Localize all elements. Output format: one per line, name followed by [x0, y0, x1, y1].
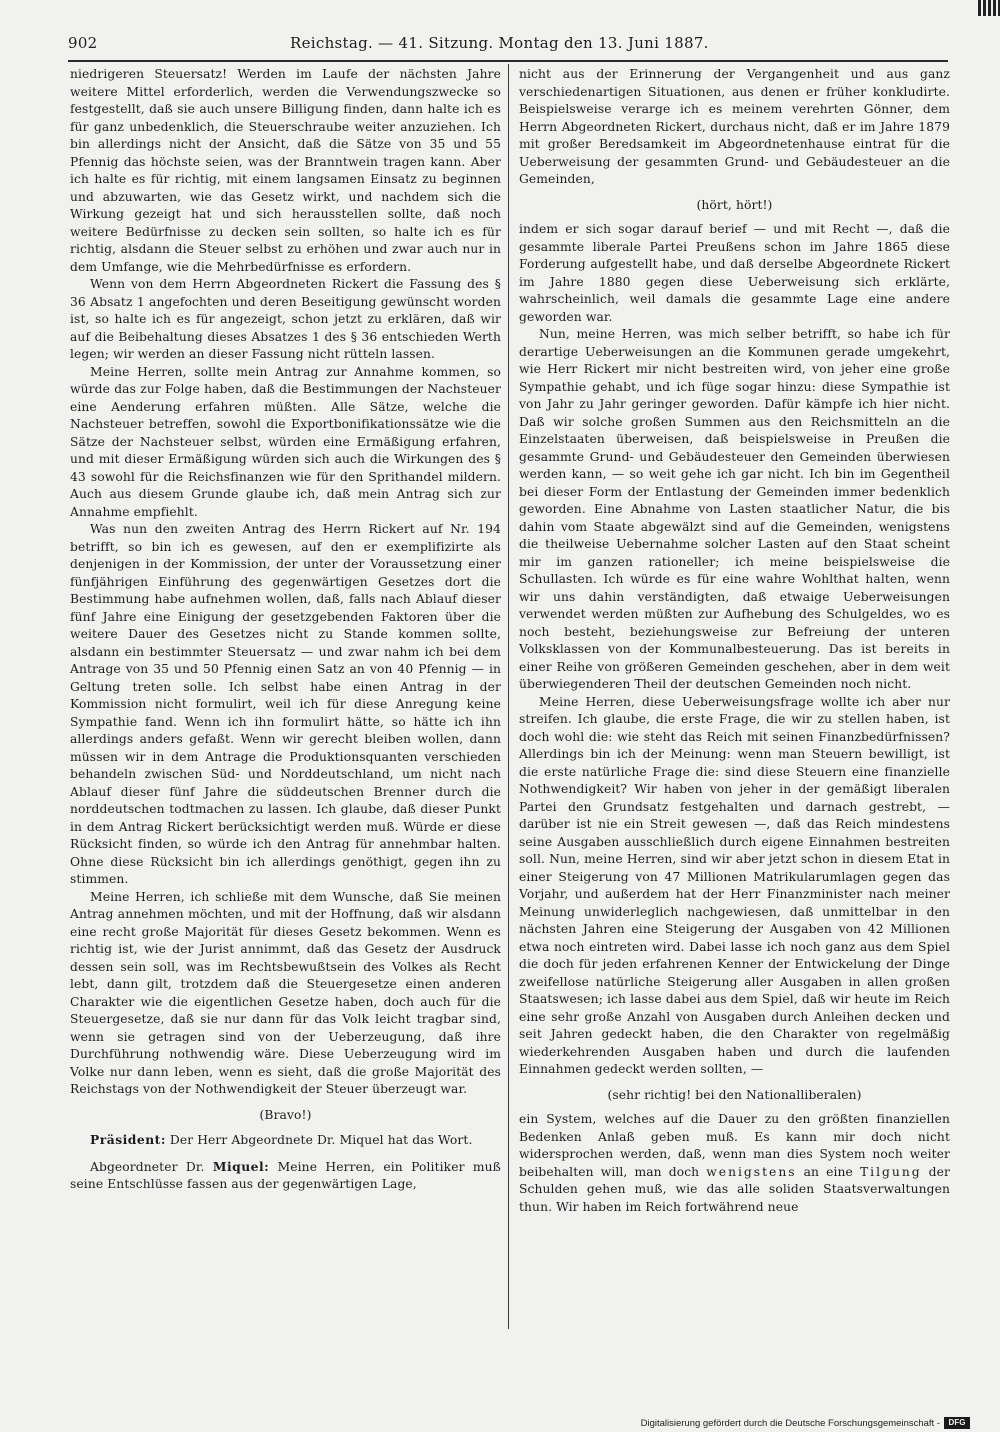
president-statement — [70, 1131, 501, 1150]
interjection-sehr-richtig: (sehr richtig! bei den Nationalliberalen) — [607, 1087, 862, 1102]
footer-text: Digitalisierung gefördert durch die Deutsche Forschungsgemeinschaft - — [640, 1417, 940, 1429]
page-number: 902 — [68, 34, 98, 52]
right-column — [519, 66, 950, 1216]
president-text: Der Herr Abgeordnete Dr. Miquel hat das Wort. — [169, 1133, 473, 1147]
speaker-president: Präsident: — [90, 1132, 166, 1147]
paragraph — [519, 1111, 950, 1216]
paragraph: Was nun den zweiten Antrag des Herrn Rickert auf Nr. 194 betrifft, so bin ich es gewesen, auf den er exemplifizirte als denjenigen in der Kommission, der unter der Voraussetzung einer fünfjährigen Einführung des gegenwärtigen Gesetzes dort die Bestimmung habe aufnehmen wollen, daß, falls nach Ablauf dieser fünf Jahre eine Einigung der gesetzgebenden Faktoren über die weitere Dauer des Gesetzes nicht zu Stande kommen sollte, alsdann ein bestimmter Steuersatz — und zwar nahm ich bei dem Antrage von 35 und 50 Pfennig einen Satz an von 40 Pfennig — in Geltung treten solle. Ich selbst habe einen Antrag in der Kommission nicht formulirt, weil ich für diese Anregung keine Sympathie fand. Wenn ich ihn formulirt hätte, so hätte ich ihn allerdings anders gefaßt. Wenn wir gerecht bleiben wollen, dann müssen wir in dem Antrage die Produktionsquanten verschieden behandeln zwischen Süd- und Norddeutschland, um nicht nach Ablauf dieser fünf Jahre die süddeutschen Brenner durch die norddeutschen todtmachen zu lassen. Ich glaube, daß dieser Punkt in dem Antrag Rickert berücksichtigt werden muß. Würde er diese Rücksicht finden, so würde ich den Antrag für annehmbar halten. Ohne diese Rücksicht bin ich allerdings genöthigt, gegen ihn zu stimmen. — [70, 522, 501, 886]
miquel-text: Meine Herren, ein Politiker muß seine Entschlüsse fassen aus der gegenwärtigen Lage, — [70, 1159, 501, 1191]
miquel-statement — [70, 1158, 501, 1194]
left-column — [70, 66, 501, 1194]
header-rule — [68, 60, 948, 62]
page-header — [68, 34, 948, 58]
speaker-miquel: Miquel: — [212, 1158, 270, 1174]
paragraph: niedrigeren Steuersatz! Werden im Laufe der nächsten Jahre weitere Mittel erforderlich, werden die Verwendungszwecke so festgestellt, daß sie auch unsere Billigung finden, dann halte ich es für ganz unbedenklich, die Steuerschraube weiter anzuziehen. Ich bin allerdings nicht der Ansicht, daß die Sätze von 35 und 55 Pfennig das höchste seien, was der Branntwein tragen kann. Aber ich halte es für richtig, mit einem langsamen Einsatz zu beginnen und abzuwarten, wie das Gesetz wirkt, und nachdem sich die Wirkung gezeigt hat und sich herausstellen sollte, daß noch weitere Bedürfnisse zu decken sein sollten, so halte ich es für richtig, alsdann die Steuer selbst zu erhöhen und zwar auch nur in dem Umfange, wie die Mehrbedürfnisse es erfordern. — [70, 67, 501, 274]
paragraph: Wenn von dem Herrn Abgeordneten Rickert die Fassung des § 36 Absatz 1 angefochten und deren Beseitigung gewünscht worden ist, so halte ich es für angezeigt, schon jetzt zu erklären, daß wir auf die Beibehaltung dieses Absatzes 1 des § 36 entschieden Werth legen; wir werden an dieser Fassung nicht rütteln lassen. — [70, 277, 501, 361]
paragraph: Meine Herren, ich schließe mit dem Wunsche, daß Sie meinen Antrag annehmen möchten, und mit der Hoffnung, daß wir alsdann eine recht große Majorität für dieses Gesetz bekommen. Wenn es richtig ist, wie der Jurist annimmt, daß das Gesetz der Ausdruck dessen sein soll, was im Rechtsbewußtsein des Volkes als Recht lebt, dann gilt, trotzdem daß die Steuergesetze einen anderen Charakter wie die eigentlichen Gesetze haben, doch auch für die Steuergesetze, daß sie nur dann für das Volk leicht tragbar sind, wenn sie getragen sind von der Ueberzeugung, daß ihre Durchführung nothwendig wäre. Diese Ueberzeugung wird im Volke nur dann leben, wenn es sieht, daß die große Majorität des Reichstags von der Nothwendigkeit der Steuer überzeugt war. — [70, 889, 501, 1096]
interjection-hort: (hört, hört!) — [696, 197, 773, 212]
paragraph: Meine Herren, sollte mein Antrag zur Annahme kommen, so würde das zur Folge haben, daß die Bestimmungen der Nachsteuer eine Aenderung erfahren müßten. Alle Sätze, welche die Nachsteuer betreffen, sowohl die Exportbonifikationssätze wie die Sätze der Nachsteuer selbst, würden eine Ermäßigung erfahren, und mit dieser Ermäßigung würden sich auch die Wirkungen des § 43 sowohl für die Reichsfinanzen wie für den Sprithandel mildern. Auch aus diesem Grunde glaube ich, daß mein Antrag sich zur Annahme empfiehlt. — [70, 364, 501, 519]
interjection-bravo: (Bravo!) — [259, 1107, 312, 1122]
paragraph: indem er sich sogar darauf berief — und mit Recht —, daß die gesammte liberale Partei Preußens schon im Jahre 1865 diese Forderung aufgestellt habe, und daß derselbe Abgeordnete Rickert im Jahre 1880 gegen diese Ueberweisung sich erklärte, wahrscheinlich, weil damals die gesammte Lage eine andere geworden war. — [519, 222, 950, 324]
speaker-prefix: Abgeordneter Dr. — [90, 1159, 205, 1174]
emphasis-text: wenigstens — [706, 1164, 797, 1179]
emphasis-text: Tilgung — [859, 1164, 922, 1179]
paragraph: nicht aus der Erinnerung der Vergangenheit und aus ganz verschiedenartigen Situationen, aus denen er früher konkludirte. Beispielsweise verarge ich es meinem verehrten Gönner, dem Herrn Abgeordneten Rickert, durchaus nicht, daß er im Jahre 1879 mit großer Beredsamkeit im Abgeordnetenhause eintrat für die Ueberweisung der gesammten Grund- und Gebäudesteuer an die Gemeinden, — [519, 67, 950, 186]
text-run: an eine — [803, 1164, 853, 1179]
paragraph: Nun, meine Herren, was mich selber betrifft, so habe ich für derartige Ueberweisungen an die Kommunen gerade umgekehrt, wie Herr Rickert mir nicht bestreiten wird, von jeher eine große Sympathie gehabt, und ich füge sogar hinzu: diese Sympathie ist von Jahr zu Jahr geringer geworden. Dafür kämpfe ich hier nicht. Daß wir solche großen Summen aus den Reichsmitteln an die Einzelstaaten überweisen, daß beispielsweise in Preußen die gesammte Grund- und Gebäudesteuer den Gemeinden überwiesen werden kann, — so weit gehe ich gar nicht. Ich bin im Gegentheil bei dieser Form der Entlastung der Gemeinden immer bedenklich geworden. Eine Abnahme von Lasten staatlicher Natur, die bis dahin vom Staate abgewälzt sind auf die Gemeinden, wenigstens die theilweise Uebernahme solcher Lasten auf den Staat scheint mir im ganzen rationeller; ich meine beispielsweise die Schullasten. Ich würde es für eine wahre Wohlthat halten, wenn wir uns dahin verständigten, daß etwaige Ueberweisungen verwendet werden müßten zur Aufhebung des Schulgeldes, wo es noch besteht, beziehungsweise zur Befreiung der unteren Volksklassen von der Kommunalbesteuerung. Das ist bereits in einer Reihe von größeren Gemeinden geschehen, aber in dem weit überwiegenderen Theil der deutschen Gemeinden noch nicht. — [519, 327, 950, 691]
paragraph: Meine Herren, diese Ueberweisungsfrage wollte ich aber nur streifen. Ich glaube, die erste Frage, die wir zu stellen haben, ist doch wohl die: wie steht das Reich mit seinen Finanzbedürfnissen? Allerdings bin ich der Meinung: wenn man Steuern bewilligt, ist die erste natürliche Frage die: sind diese Steuern eine finanzielle Nothwendigkeit? Wir haben von jeher in der gemäßigt liberalen Partei den Grundsatz festgehalten und darnach gestrebt, — darüber ist nie ein Streit gewesen —, daß das Reich mindestens seine Ausgaben ausschließlich durch eigene Einnahmen bestreiten soll. Nun, meine Herren, sind wir aber jetzt schon in diesem Etat in einer Steigerung von 47 Millionen Matrikularumlagen gegen das Vorjahr, und außerdem hat der Herr Finanzminister nach meiner Meinung unwiderleglich nachgewiesen, daß unmittelbar in den nächsten Jahren eine Steigerung der Ausgaben von 42 Millionen etwa noch eintreten wird. Dabei lasse ich noch ganz aus dem Spiel die doch für jeden erfahrenen Kenner der Entwickelung der Dinge zweifellose natürliche Steigerung aller Ausgaben in allen großen Staatswesen; ich lasse dabei aus dem Spiel, daß wir heute im Reich eine sehr große Anzahl von Ausgaben durch Anleihen decken und seit Jahren gedeckt haben, die den Charakter von regelmäßig wiederkehrenden Ausgaben haben und durch die laufenden Einnahmen gedeckt werden sollten, — — [519, 694, 950, 1076]
running-head: Reichstag. — 41. Sitzung. Montag den 13. Juni 1887. — [290, 34, 709, 52]
column-divider — [508, 64, 509, 1329]
dfg-logo: DFG — [944, 1417, 970, 1429]
text-run: ein System, welches auf die Dauer zu den größten finanziellen Bedenken Anlaß geben muß. Es kann mir doch nicht widersprochen werden, daß, wenn man dies System noch weiter beibehalten will, man doch — [519, 1112, 950, 1179]
scan-edge-mark — [978, 0, 1000, 16]
text-run: der Schulden gehen muß, wie das alle soliden Staatsverwaltungen thun. Wir haben im Reich fortwährend neue — [519, 1164, 950, 1214]
footer-credit — [641, 1416, 970, 1430]
